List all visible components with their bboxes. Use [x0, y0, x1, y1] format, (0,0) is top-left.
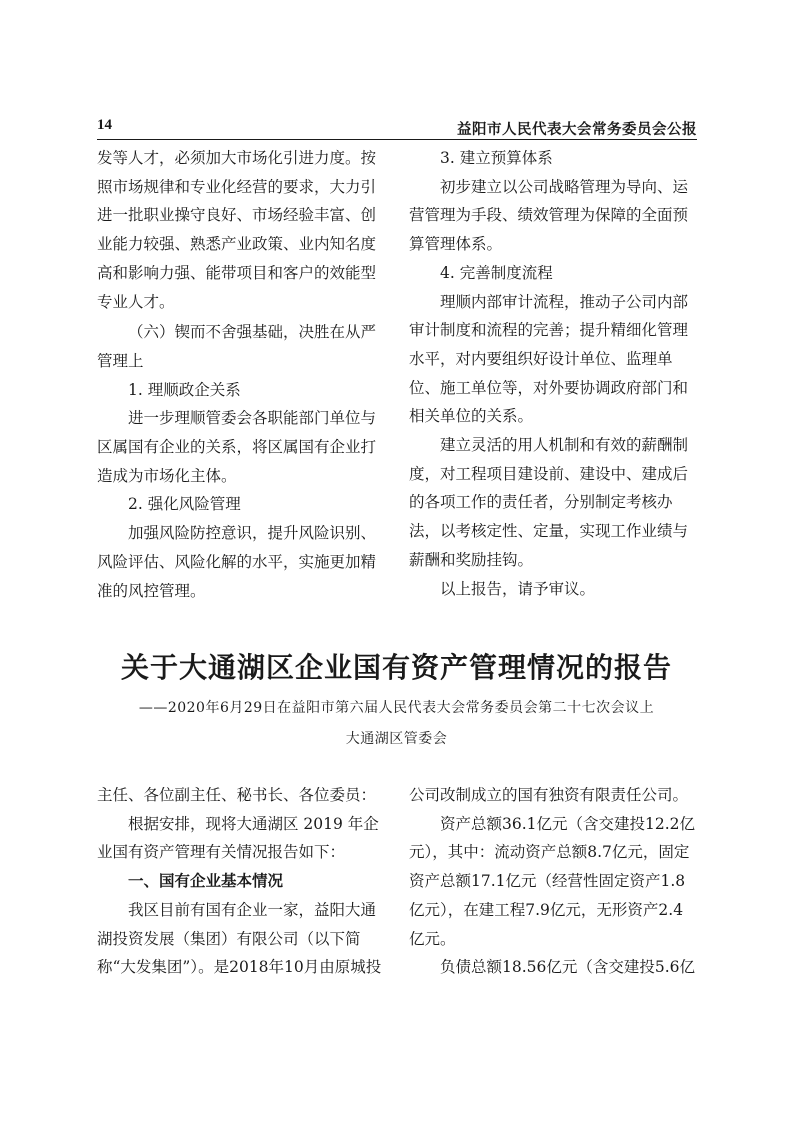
upper-left-column [97, 144, 385, 605]
subheading-2: 2. 强化风险管理 [128, 495, 241, 514]
paragraph: 建立灵活的用人机制和有效的薪酬制度，对工程项目建设前、建设中、建成后的各项工作的责任者，分别制定考核办法，以考核定性、定量，实现工作业绩与薪酬和奖励挂钩。 [409, 436, 689, 569]
lower-right-column [409, 781, 697, 982]
closing-line: 以上报告，请予审议。 [440, 579, 596, 598]
subheading-3: 3. 建立预算体系 [440, 149, 553, 167]
section-heading-6: （六）锲而不舍强基础，决胜在从严管理上 [97, 323, 377, 370]
paragraph: 负债总额18.56亿元（含交建投5.6亿 [440, 958, 696, 977]
paragraph: 理顺内部审计流程，推动子公司内部审计制度和流程的完善；提升精细化管理水平，对内要组织好设计单位、监理单位、施工单位等，对外要协调政府部门和相关单位的关系。 [409, 292, 689, 426]
paragraph: 加强风险防控意识，提升风险识别、风险评估、风险化解的水平，实施更加精准的风控管理。 [97, 524, 377, 600]
paragraph: 进一步理顺管委会各职能部门单位与区属国有企业的关系，将区属国有企业打造成为市场化主体。 [97, 409, 377, 485]
section-heading-1: 一、国有企业基本情况 [128, 872, 284, 891]
lower-left-column [97, 781, 385, 982]
paragraph: 我区目前有国有企业一家，益阳大通湖投资发展（集团）有限公司（以下简称“大发集团”）。是2018年10月由原城投 [97, 900, 382, 977]
paragraph: 根据安排，现将大通湖区 2019 年企业国有资产管理有关情况报告如下： [97, 814, 379, 862]
page-number: 14 [97, 117, 112, 133]
journal-title: 益阳市人民代表大会常务委员会公报 [457, 122, 697, 138]
report-subtitle: ——2020年6月29日在益阳市第六届人民代表大会常务委员会第二十七次会议上 [138, 700, 655, 716]
subheading-4: 4. 完善制度流程 [440, 263, 553, 282]
upper-right-column [409, 144, 697, 603]
report-title: 关于大通湖区企业国有资产管理情况的报告 [120, 651, 672, 684]
paragraph: 初步建立以公司战略管理为导向、运营管理为手段、绩效管理为保障的全面预算管理体系。 [409, 177, 689, 254]
paragraph-continued: 公司改制成立的国有独资有限责任公司。 [409, 786, 689, 804]
subheading-1: 1. 理顺政企关系 [128, 380, 241, 399]
header-rule [97, 139, 697, 140]
running-header [97, 117, 697, 139]
report-byline: 大通湖区管委会 [345, 731, 448, 747]
paragraph: 资产总额36.1亿元（含交建投12.2亿元），其中：流动资产总额8.7亿元，固定资产总额17.1亿元（经营性固定资产1.8亿元），在建工程7.9亿元，无形资产2.4亿元。 [409, 814, 696, 948]
paragraph: 发等人才，必须加大市场化引进力度。按照市场规律和专业化经营的要求，大力引进一批职业操守良好、市场经验丰富、创业能力较强、熟悉产业政策、业内知名度高和影响力强、能带项目和客户的效能型专业人才。 [97, 149, 377, 311]
salutation: 主任、各位副主任、秘书长、各位委员： [97, 786, 377, 804]
